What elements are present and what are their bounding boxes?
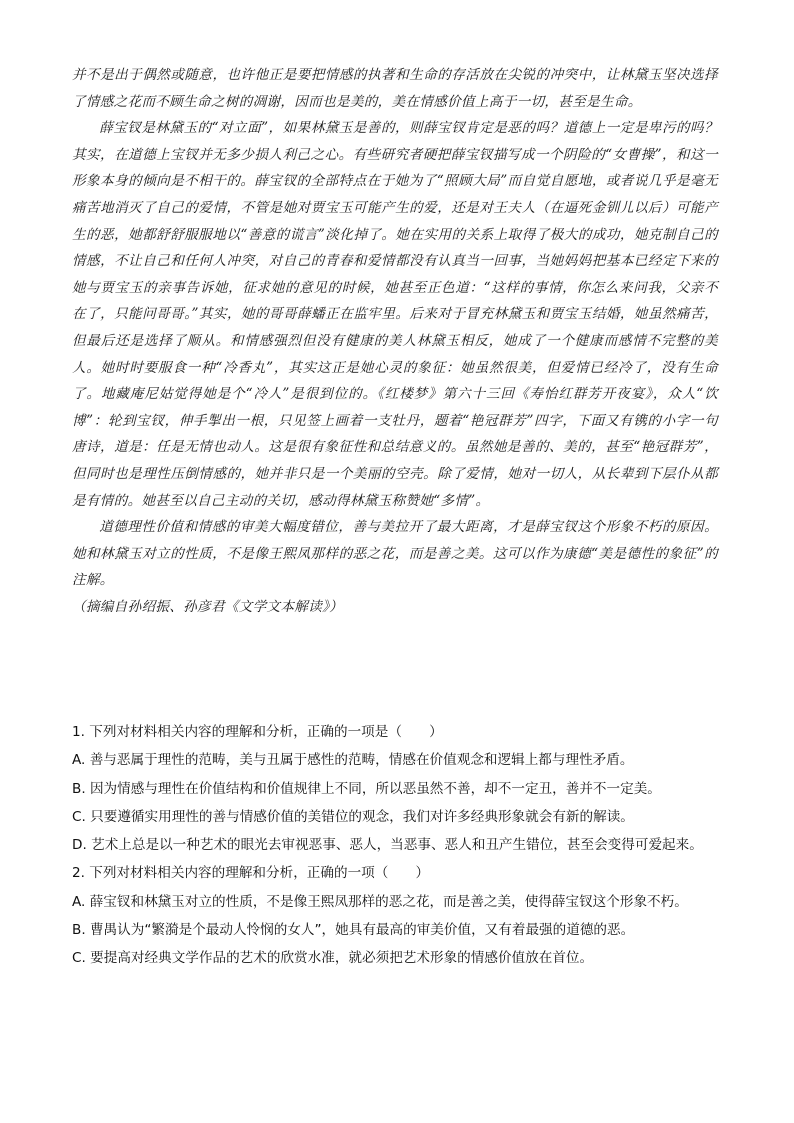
question-1-option-a[interactable]: A. 善与恶属于理性的范畴，美与丑属于感性的范畴，情感在价值观念和逻辑上都与理性矛盾。 (72, 752, 634, 769)
passage-paragraph-3: 道德理性价值和情感的审美大幅度错位，善与美拉开了最大距离，才是薛宝钗这个形象不朽的原因。她和林黛玉对立的性质，不是像王熙凤那样的恶之花，而是善之美。这可以作为康德“美是德性的象征”的注解。 (72, 519, 718, 589)
question-1-option-d[interactable]: D. 艺术上总是以一种艺术的眼光去审视恶事、恶人，当恶事、恶人和丑产生错位，甚至会变得可爱起来。 (72, 837, 703, 854)
passage-paragraph-2: 薛宝钗是林黛玉的“对立面”，如果林黛玉是善的，则薛宝钗肯定是恶的吗？道德上一定是卑污的吗？其实，在道德上宝钗并无多少损人利己之心。有些研究者硬把薛宝钗描写成一个阴险的“女曹操”，和这一形象本身的倾向是不相干的。薛宝钗的全部特点在于她为了“照顾大局”而自觉自愿地，或者说几乎是毫无痛苦地消灭了自己的爱情，不管是她对贾宝玉可能产生的爱，还是对王夫人（在逼死金钏儿以后）可能产生的恶，她都舒舒服服地以“善意的谎言”淡化掉了。她在实用的关系上取得了极大的成功，她克制自己的情感，不让自己和任何人冲突，对自己的青春和爱情都没有认真当一回事，当她妈妈把基本已经定下来的她与贾宝玉的亲事告诉她，征求她的意见的时候，她甚至正色道：“这样的事情，你怎么来问我，父亲不在了，只能问哥哥。”其实，她的哥哥薛蟠正在监牢里。后来对于冒充林黛玉和贾宝玉结婚，她虽然痛苦，但最后还是选择了顺从。和情感强烈但没有健康的美人林黛玉相反，她成了一个健康而感情不完整的美人。她时时要服食一种“冷香丸”，其实这正是她心灵的象征：她虽然很美，但爱情已经冷了，没有生命了。地藏庵尼姑觉得她是个“冷人”是很到位的。《红楼梦》第六十三回《寿怡红群芳开夜宴》，众人“饮博”：轮到宝钗，伸手掣出一根，只见签上画着一支牡丹，题着“艳冠群芳”四字，下面又有镌的小字一句唐诗，道是：任是无情也动人。这是很有象征性和总结意义的。虽然她是善的、美的，甚至“艳冠群芳”，但同时也是理性压倒情感的，她并非只是一个美丽的空壳。除了爱情，她对一切人，从长辈到下层仆从都是有情的。她甚至以自己主动的关切，感动得林黛玉称赞她“多情”。 (72, 120, 718, 509)
passage-paragraph-1: 并不是出于偶然或随意，也许他正是要把情感的执著和生命的存活放在尖锐的冲突中，让林黛玉坚决选择了情感之花而不顾生命之树的凋谢，因而也是美的，美在情感价值上高于一切，甚至是生命。 (72, 67, 718, 110)
question-1-option-c[interactable]: C. 只要遵循实用理性的善与情感价值的美错位的观念，我们对许多经典形象就会有新的解读。 (72, 808, 634, 825)
question-2-stem: 2. 下列对材料相关内容的理解和分析，正确的一项（ ） (72, 865, 430, 882)
question-2-option-a[interactable]: A. 薛宝钗和林黛玉对立的性质，不是像王熙凤那样的恶之花，而是善之美，使得薛宝钗这个形象不朽。 (72, 893, 688, 910)
question-2-option-c[interactable]: C. 要提高对经典文学作品的艺术的欣赏水准，就必须把艺术形象的情感价值放在首位。 (72, 950, 594, 967)
reading-passage (72, 62, 718, 620)
question-list (72, 718, 718, 973)
question-1-option-b[interactable]: B. 因为情感与理性在价值结构和价值规律上不同，所以恶虽然不善，却不一定丑，善并不一定美。 (72, 780, 661, 797)
passage-source: （摘编自孙绍振、孙彦君《文学文本解读》） (72, 598, 344, 615)
question-1-stem: 1. 下列对材料相关内容的理解和分析，正确的一项是（ ） (72, 724, 443, 740)
question-2-option-b[interactable]: B. 曹禺认为“繁漪是个最动人怜悯的女人”，她具有最高的审美价值，又有着最强的道德的恶。 (72, 922, 635, 939)
